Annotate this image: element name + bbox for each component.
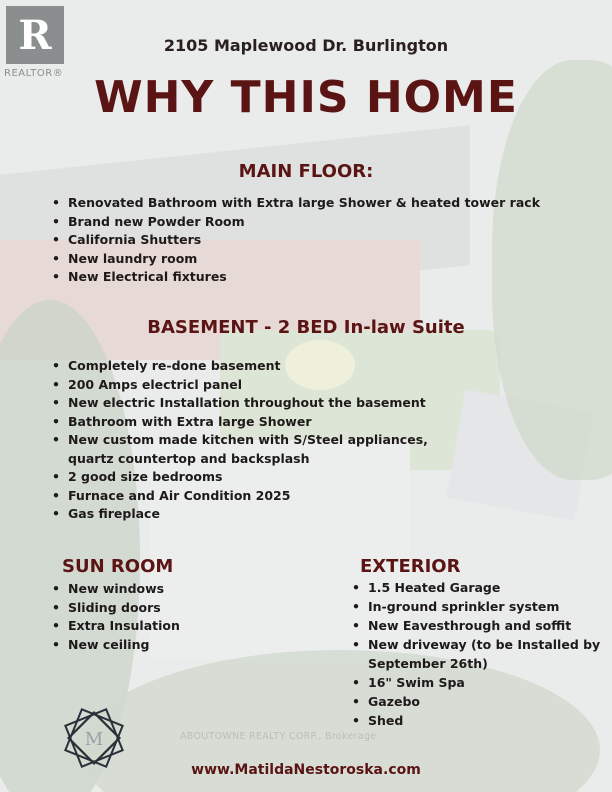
list-item: • New laundry room <box>52 250 572 269</box>
list-item: • 1.5 Heated Garage <box>352 578 602 597</box>
list-item: • New custom made kitchen with S/Steel appliances, quartz countertop and backsplash <box>52 431 472 468</box>
list-item: • New Electrical fixtures <box>52 268 572 287</box>
sun-room-list <box>52 580 252 654</box>
realtor-logo-letter: R <box>18 11 52 59</box>
list-item: • Shed <box>352 711 602 730</box>
list-item: • 200 Amps electricl panel <box>52 376 472 395</box>
brokerage-watermark: ABOUTOWNE REALTY CORP., Brokerage <box>180 731 377 742</box>
basement-heading: BASEMENT - 2 BED In-law Suite <box>147 317 465 338</box>
list-item: • New ceiling <box>52 636 252 655</box>
exterior-list <box>352 578 602 730</box>
list-item: • Brand new Powder Room <box>52 213 572 232</box>
list-item: • In-ground sprinkler system <box>352 597 602 616</box>
realtor-label: REALTOR® <box>4 68 64 79</box>
exterior-heading: EXTERIOR <box>360 556 461 577</box>
list-item: • Renovated Bathroom with Extra large Shower & heated tower rack <box>52 194 572 213</box>
agent-monogram-logo <box>62 706 126 770</box>
list-item: • 16" Swim Spa <box>352 673 602 692</box>
list-item: • New Eavesthrough and soffit <box>352 616 602 635</box>
main-floor-list <box>52 194 572 287</box>
realtor-logo <box>6 6 64 64</box>
list-item: • Furnace and Air Condition 2025 <box>52 487 472 506</box>
headline: WHY THIS HOME <box>94 72 518 123</box>
basement-list <box>52 357 472 524</box>
list-item: • California Shutters <box>52 231 572 250</box>
list-item: • Completely re-done basement <box>52 357 472 376</box>
list-item: • New driveway (to be Installed by September 26th) <box>352 635 602 673</box>
monogram-letter: M <box>84 729 104 750</box>
list-item: • Gas fireplace <box>52 505 472 524</box>
list-item: • 2 good size bedrooms <box>52 468 472 487</box>
list-item: • Gazebo <box>352 692 602 711</box>
list-item: • Bathroom with Extra large Shower <box>52 413 472 432</box>
list-item: • Extra Insulation <box>52 617 252 636</box>
website-link[interactable]: www.MatildaNestoroska.com <box>191 762 421 778</box>
sun-room-heading: SUN ROOM <box>62 556 174 577</box>
main-floor-heading: MAIN FLOOR: <box>238 161 374 182</box>
list-item: • New windows <box>52 580 252 599</box>
list-item: • New electric Installation throughout the basement <box>52 394 472 413</box>
property-address: 2105 Maplewood Dr. Burlington <box>163 36 449 55</box>
list-item: • Sliding doors <box>52 599 252 618</box>
